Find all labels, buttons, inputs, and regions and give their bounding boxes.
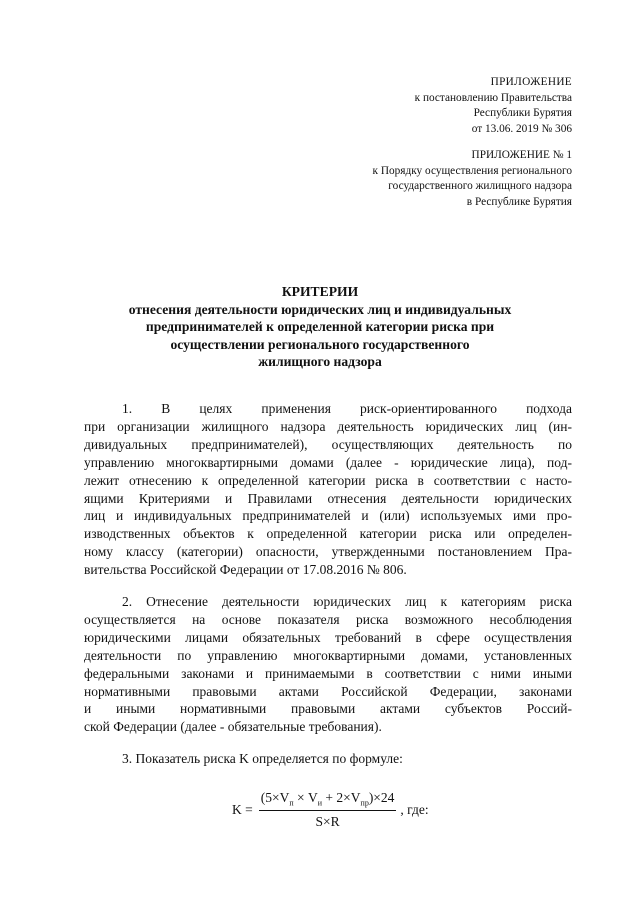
risk-formula xyxy=(232,790,429,830)
paragraph-line: 2. Отнесение деятельности юридических лиц к категориям риска xyxy=(122,594,572,609)
formula-numerator xyxy=(259,790,397,811)
document-title xyxy=(80,283,560,371)
title-line: предпринимателей к определенной категории риска при xyxy=(145,319,495,335)
annex-header-line: ПРИЛОЖЕНИЕ № 1 xyxy=(471,149,572,161)
appendix-header xyxy=(415,75,572,137)
title-line: отнесения деятельности юридических лиц и индивидуальных xyxy=(128,301,512,317)
formula-term: )×24 xyxy=(368,790,395,805)
paragraph-line: изводственных объектов к определенной категории риска или определен- xyxy=(84,526,572,542)
paragraph-line: юридическими лицами обязательных требований в сфере осуществления xyxy=(84,629,572,645)
formula-subscript: пр xyxy=(360,798,369,808)
formula-lhs: K = xyxy=(232,801,253,817)
paragraph-line: 3. Показатель риска K определяется по формуле: xyxy=(122,751,403,766)
appendix-header-line: Республики Бурятия xyxy=(473,107,572,120)
formula-denominator: S×R xyxy=(315,813,340,829)
paragraph-1 xyxy=(84,400,572,579)
paragraph-line: нормативными правовыми актами Российской Федерации, законами xyxy=(84,683,572,699)
paragraph-line: осуществляется на основе показателя риска возможного несоблюдения xyxy=(84,611,572,627)
title-line: КРИТЕРИИ xyxy=(281,284,359,299)
title-line: осуществлении регионального государственного xyxy=(170,336,470,352)
formula-term: (5×V xyxy=(260,790,290,805)
formula-term: + 2×V xyxy=(322,790,361,805)
paragraph-line: и иными нормативными правовыми актами субъектов Россий- xyxy=(84,701,572,717)
annex-header xyxy=(373,148,572,210)
paragraph-line: лежит отнесению к определенной категории риска в соответствии с насто- xyxy=(84,472,572,488)
paragraph-2 xyxy=(84,593,572,736)
paragraph-line: лиц и индивидуальных предпринимателей и (или) используемых ими про- xyxy=(84,508,572,524)
annex-header-line: к Порядку осуществления регионального xyxy=(372,164,572,177)
annex-header-line: в Республике Бурятия xyxy=(466,195,572,208)
appendix-header-line: ПРИЛОЖЕНИЕ xyxy=(490,76,572,88)
title-line: жилищного надзора xyxy=(258,354,382,370)
paragraph-line: вительства Российской Федерации от 17.08.2016 № 806. xyxy=(84,562,407,578)
paragraph-line: управлению многоквартирными домами (далее - юридические лица), под- xyxy=(84,454,572,470)
paragraph-line: ской Федерации (далее - обязательные требования). xyxy=(84,719,382,735)
annex-header-line: государственного жилищного надзора xyxy=(388,180,572,193)
paragraph-3 xyxy=(84,750,572,768)
appendix-header-line: к постановлению Правительства xyxy=(414,91,572,104)
paragraph-line: при организации жилищного надзора деятельность юридических лиц (ин- xyxy=(84,418,572,434)
paragraph-line: дивидуальных предпринимателей), осуществляющих деятельность по xyxy=(84,436,572,452)
paragraph-line: ящими Критериями и Правилами отнесения деятельности юридических xyxy=(84,490,572,506)
paragraph-line: федеральными законами и принимаемыми в соответствии с ними иными xyxy=(84,665,572,681)
formula-subscript: п xyxy=(289,798,294,808)
formula-tail: , где: xyxy=(400,801,429,817)
formula-subscript: и xyxy=(317,798,323,808)
paragraph-line: ному классу (категории) опасности, утвержденными постановлением Пра- xyxy=(84,544,572,560)
formula-fraction xyxy=(259,790,397,830)
appendix-header-line: от 13.06. 2019 № 306 xyxy=(471,122,572,135)
paragraph-line: 1. В целях применения риск-ориентированного подхода xyxy=(122,401,572,416)
paragraph-line: деятельности по управлению многоквартирными домами, установленных xyxy=(84,647,572,663)
formula-term: × V xyxy=(293,790,318,805)
